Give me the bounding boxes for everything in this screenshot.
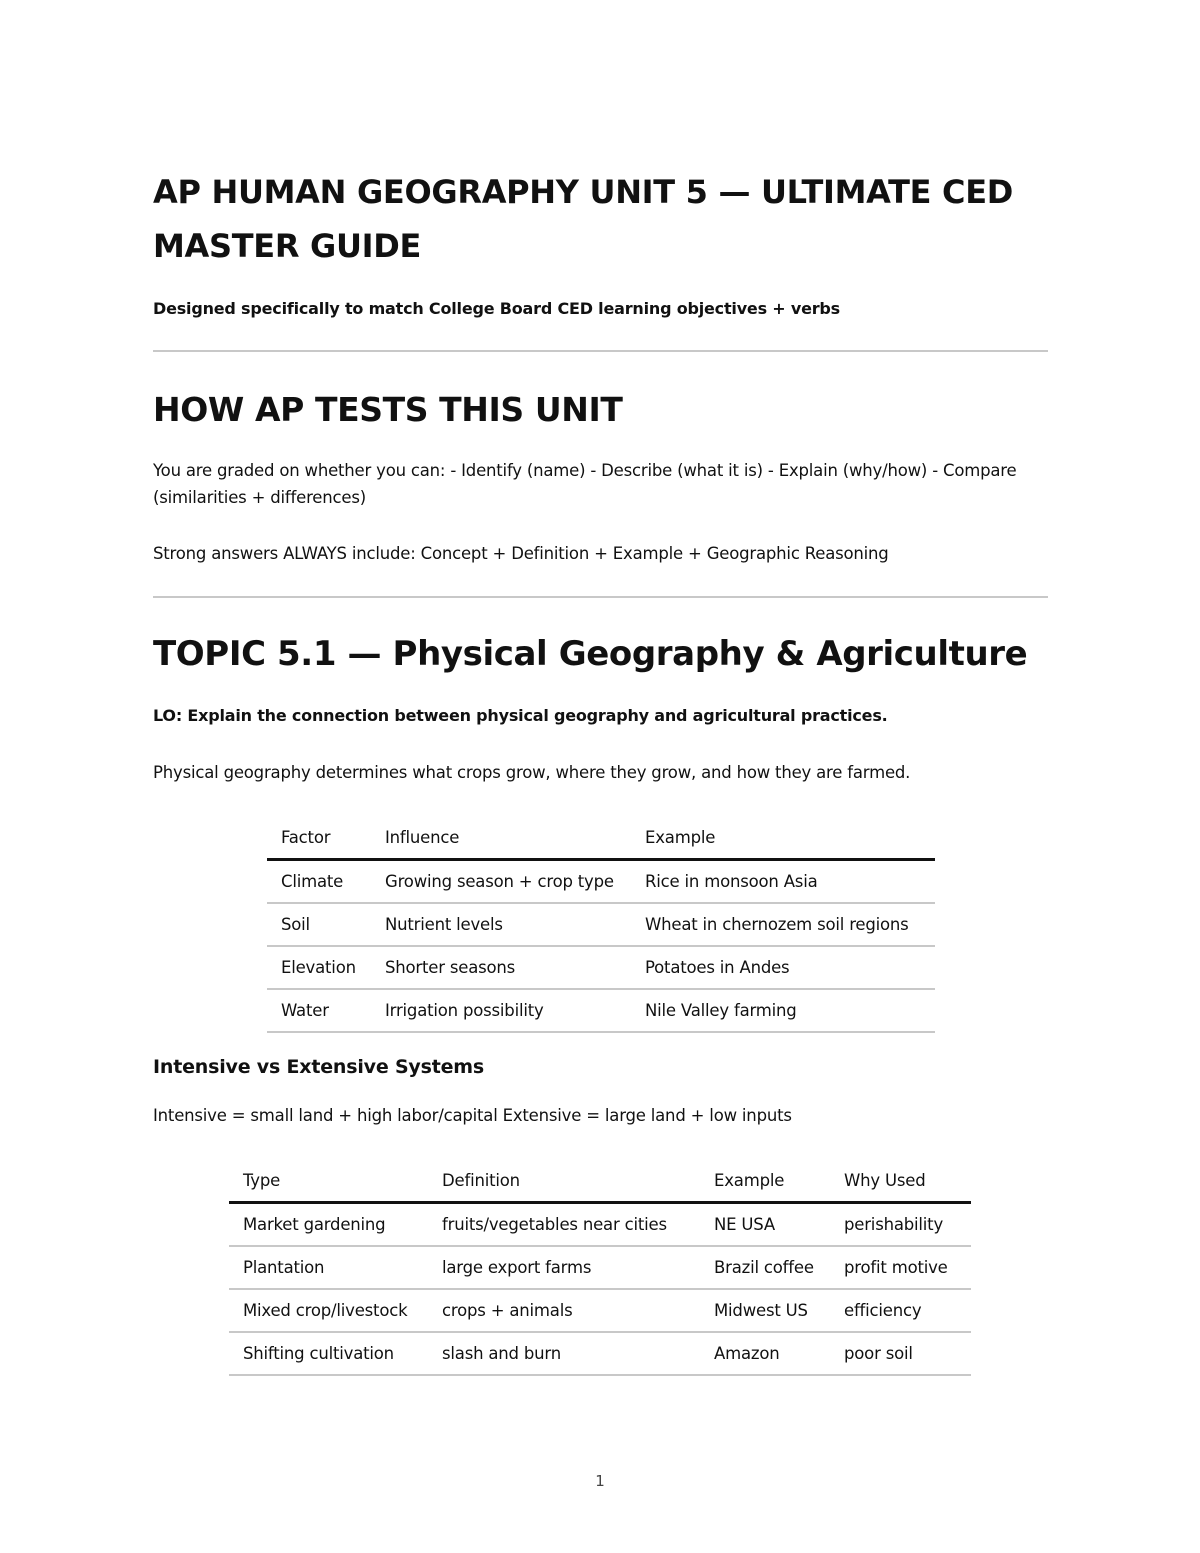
table-row bbox=[267, 903, 935, 946]
table-row bbox=[229, 1203, 971, 1247]
subheading-intensive-vs-extensive: Intensive vs Extensive Systems bbox=[153, 1056, 484, 1078]
table-cell: Elevation bbox=[267, 946, 371, 989]
table-cell: slash and burn bbox=[428, 1332, 700, 1375]
table-row bbox=[267, 946, 935, 989]
section-heading-topic-5-1: TOPIC 5.1 — Physical Geography & Agriculture bbox=[153, 634, 1028, 674]
table-cell: profit motive bbox=[830, 1246, 971, 1289]
divider bbox=[153, 596, 1048, 598]
table-row bbox=[229, 1332, 971, 1375]
table-cell: Rice in monsoon Asia bbox=[631, 860, 935, 904]
column-header: Example bbox=[631, 817, 935, 860]
table-cell: Nutrient levels bbox=[371, 903, 631, 946]
table-header-row bbox=[229, 1160, 971, 1203]
table-cell: Shorter seasons bbox=[371, 946, 631, 989]
column-header: Factor bbox=[267, 817, 371, 860]
column-header: Type bbox=[229, 1160, 428, 1203]
table-cell: Nile Valley farming bbox=[631, 989, 935, 1032]
section-heading-how-ap-tests: HOW AP TESTS THIS UNIT bbox=[153, 390, 623, 429]
table-cell: Climate bbox=[267, 860, 371, 904]
page-number: 1 bbox=[595, 1472, 605, 1490]
document-subtitle: Designed specifically to match College Board CED learning objectives + verbs bbox=[153, 299, 840, 318]
table-cell: Brazil coffee bbox=[700, 1246, 830, 1289]
column-header: Definition bbox=[428, 1160, 700, 1203]
table-header-row bbox=[267, 817, 935, 860]
table-row bbox=[267, 860, 935, 904]
topic-intro-paragraph: Physical geography determines what crops grow, where they grow, and how they are farmed. bbox=[153, 763, 911, 782]
table-cell: efficiency bbox=[830, 1289, 971, 1332]
table-cell: Amazon bbox=[700, 1332, 830, 1375]
table-cell: Soil bbox=[267, 903, 371, 946]
divider bbox=[153, 350, 1048, 352]
table-cell: Mixed crop/livestock bbox=[229, 1289, 428, 1332]
how-ap-tests-paragraph-2: Strong answers ALWAYS include: Concept + Definition + Example + Geographic Reasoning bbox=[153, 544, 889, 563]
table-cell: fruits/vegetables near cities bbox=[428, 1203, 700, 1247]
table-cell: perishability bbox=[830, 1203, 971, 1247]
how-ap-tests-paragraph-1: You are graded on whether you can: - Identify (name) - Describe (what it is) - Explain (why/how) - Compare (similarities + differences) bbox=[153, 461, 1017, 507]
table-cell: Growing season + crop type bbox=[371, 860, 631, 904]
table-cell: large export farms bbox=[428, 1246, 700, 1289]
learning-objective: LO: Explain the connection between physical geography and agricultural practices. bbox=[153, 706, 888, 725]
table-cell: NE USA bbox=[700, 1203, 830, 1247]
table-row bbox=[229, 1246, 971, 1289]
systems-intro-paragraph: Intensive = small land + high labor/capital Extensive = large land + low inputs bbox=[153, 1106, 792, 1125]
agriculture-systems-table bbox=[229, 1160, 971, 1376]
table-cell: poor soil bbox=[830, 1332, 971, 1375]
column-header: Influence bbox=[371, 817, 631, 860]
table-cell: Shifting cultivation bbox=[229, 1332, 428, 1375]
table-row bbox=[267, 989, 935, 1032]
table-cell: Irrigation possibility bbox=[371, 989, 631, 1032]
table-cell: Water bbox=[267, 989, 371, 1032]
table-cell: Wheat in chernozem soil regions bbox=[631, 903, 935, 946]
table-cell: crops + animals bbox=[428, 1289, 700, 1332]
column-header: Why Used bbox=[830, 1160, 971, 1203]
document-title: AP HUMAN GEOGRAPHY UNIT 5 — ULTIMATE CED MASTER GUIDE bbox=[153, 173, 1014, 265]
table-cell: Plantation bbox=[229, 1246, 428, 1289]
table-cell: Midwest US bbox=[700, 1289, 830, 1332]
table-cell: Market gardening bbox=[229, 1203, 428, 1247]
column-header: Example bbox=[700, 1160, 830, 1203]
factors-table bbox=[267, 817, 935, 1033]
table-cell: Potatoes in Andes bbox=[631, 946, 935, 989]
table-row bbox=[229, 1289, 971, 1332]
